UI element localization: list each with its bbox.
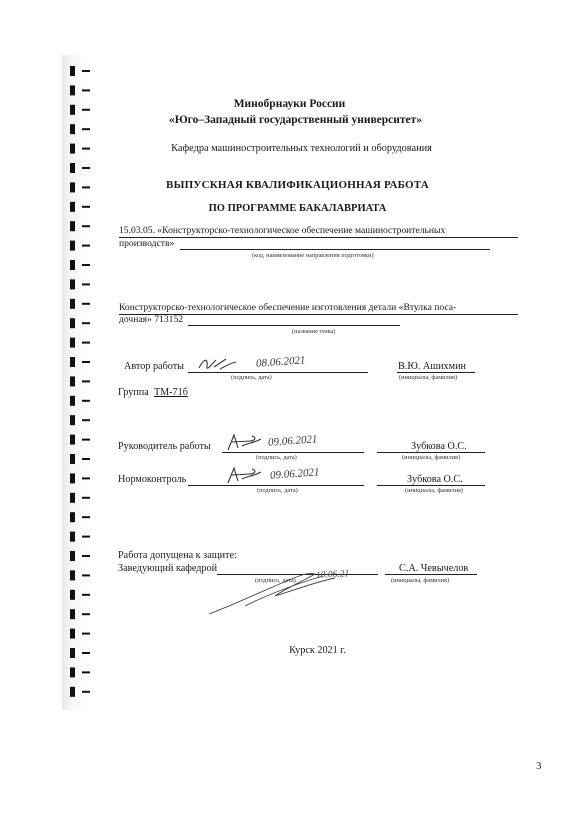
author-label: Автор работы <box>124 361 185 372</box>
binding-hole <box>70 260 75 270</box>
head-sign-caption: (подпись, дата) <box>255 577 296 584</box>
binding-tick <box>82 419 90 421</box>
binding-tick <box>82 594 90 596</box>
binding-hole <box>70 435 75 445</box>
supervisor-name: Зубкова О.С. <box>411 441 467 452</box>
binding-tick <box>82 70 90 72</box>
binding-tick <box>82 303 90 305</box>
binding-tick <box>82 458 90 460</box>
direction-underline-1 <box>119 237 518 238</box>
work-title: ВЫПУСКНАЯ КВАЛИФИКАЦИОННАЯ РАБОТА <box>166 179 429 191</box>
binding-tick <box>82 361 90 363</box>
supervisor-name-caption: (инициалы, фамилия) <box>402 454 461 461</box>
binding-tick <box>82 555 90 557</box>
binding-hole <box>70 85 75 95</box>
normcontrol-signature-icon <box>224 465 264 487</box>
binding-hole <box>70 473 75 483</box>
binding-tick <box>82 477 90 479</box>
binding-hole <box>70 338 75 348</box>
author-signature-icon <box>196 354 240 374</box>
supervisor-name-line <box>377 452 485 453</box>
ministry-heading: Минобрнауки России <box>233 98 346 110</box>
admission-line: Работа допущена к защите: <box>118 550 237 561</box>
direction-caption: (код, наименование направления подготовки) <box>252 252 374 259</box>
topic-underline-2 <box>188 325 400 326</box>
group-value: ТМ-71б <box>154 387 188 398</box>
binding-hole <box>70 687 75 697</box>
binding-hole <box>70 396 75 406</box>
university-heading: «Юго–Западный государственный университет» <box>168 114 423 126</box>
binding-hole <box>70 551 75 561</box>
binding-hole <box>70 357 75 367</box>
head-name: С.А. Чевычелов <box>399 563 469 574</box>
binding-hole <box>70 221 75 231</box>
binding-hole <box>70 512 75 522</box>
program-title: ПО ПРОГРАММЕ БАКАЛАВРИАТА <box>208 203 387 214</box>
binding-tick <box>82 400 90 402</box>
direction-line-2: производств» <box>119 238 175 249</box>
head-signature-icon <box>205 566 355 618</box>
topic-line-1: Конструкторско-технологическое обеспечение изготовления детали «Втулка посa- <box>119 302 457 313</box>
binding-tick <box>82 536 90 538</box>
topic-caption: (название темы) <box>292 328 336 335</box>
binding-marks <box>68 62 94 702</box>
binding-hole <box>70 667 75 677</box>
binding-hole <box>70 570 75 580</box>
binding-tick <box>82 283 90 285</box>
author-name: В.Ю. Ашихмин <box>398 361 467 372</box>
binding-tick <box>82 167 90 169</box>
binding-hole <box>70 532 75 542</box>
author-name-line <box>397 372 475 373</box>
binding-hole <box>70 415 75 425</box>
normcontrol-name-line <box>377 485 485 486</box>
author-sign-caption: (подпись, дата) <box>231 374 272 381</box>
head-label: Заведующий кафедрой <box>118 563 218 574</box>
binding-hole <box>70 493 75 503</box>
normcontrol-name-caption: (инициалы, фамилия) <box>405 487 464 494</box>
binding-tick <box>82 633 90 635</box>
binding-hole <box>70 629 75 639</box>
direction-line-1: 15.03.05. «Конструкторско-технологическое обеспечение машиностроительных <box>119 225 446 236</box>
binding-tick <box>82 264 90 266</box>
supervisor-sign-date: 09.06.2021 <box>267 433 318 449</box>
binding-tick <box>82 691 90 693</box>
binding-tick <box>82 342 90 344</box>
binding-hole <box>70 590 75 600</box>
binding-tick <box>82 128 90 130</box>
normcontrol-sign-date: 09.06.2021 <box>269 466 320 482</box>
normcontrol-name: Зубкова О.С. <box>407 474 463 485</box>
binding-tick <box>82 380 90 382</box>
author-name-caption: (инициалы, фамилия) <box>399 374 458 381</box>
binding-hole <box>70 163 75 173</box>
supervisor-sign-caption: (подпись, дата) <box>256 454 297 461</box>
supervisor-label: Руководитель работы <box>118 441 211 452</box>
direction-underline-2 <box>180 249 490 250</box>
binding-hole <box>70 241 75 251</box>
head-name-caption: (инициалы, фамилия) <box>391 577 450 584</box>
binding-tick <box>82 613 90 615</box>
binding-tick <box>82 497 90 499</box>
binding-tick <box>82 89 90 91</box>
head-sign-date: 10.06.21 <box>315 569 350 581</box>
binding-tick <box>82 516 90 518</box>
binding-tick <box>82 671 90 673</box>
normcontrol-sign-line <box>188 485 364 486</box>
group-label: Группа <box>118 387 149 398</box>
binding-hole <box>70 454 75 464</box>
binding-hole <box>70 299 75 309</box>
city-year: Курск 2021 г. <box>289 645 346 656</box>
binding-tick <box>82 245 90 247</box>
head-name-line <box>385 574 477 575</box>
supervisor-signature-icon <box>224 432 264 454</box>
department-heading: Кафедра машиностроительных технологий и оборудования <box>171 143 432 154</box>
binding-tick <box>82 439 90 441</box>
binding-hole <box>70 376 75 386</box>
binding-hole <box>70 609 75 619</box>
binding-hole <box>70 66 75 76</box>
binding-hole <box>70 318 75 328</box>
author-sign-date: 08.06.2021 <box>255 354 306 370</box>
normcontrol-sign-caption: (подпись, дата) <box>257 487 298 494</box>
binding-hole <box>70 279 75 289</box>
page-number: 3 <box>536 760 542 772</box>
binding-tick <box>82 225 90 227</box>
binding-tick <box>82 574 90 576</box>
topic-line-2: дочная» 713152 <box>119 314 184 325</box>
normcontrol-label: Нормоконтроль <box>118 474 187 485</box>
binding-tick <box>82 322 90 324</box>
